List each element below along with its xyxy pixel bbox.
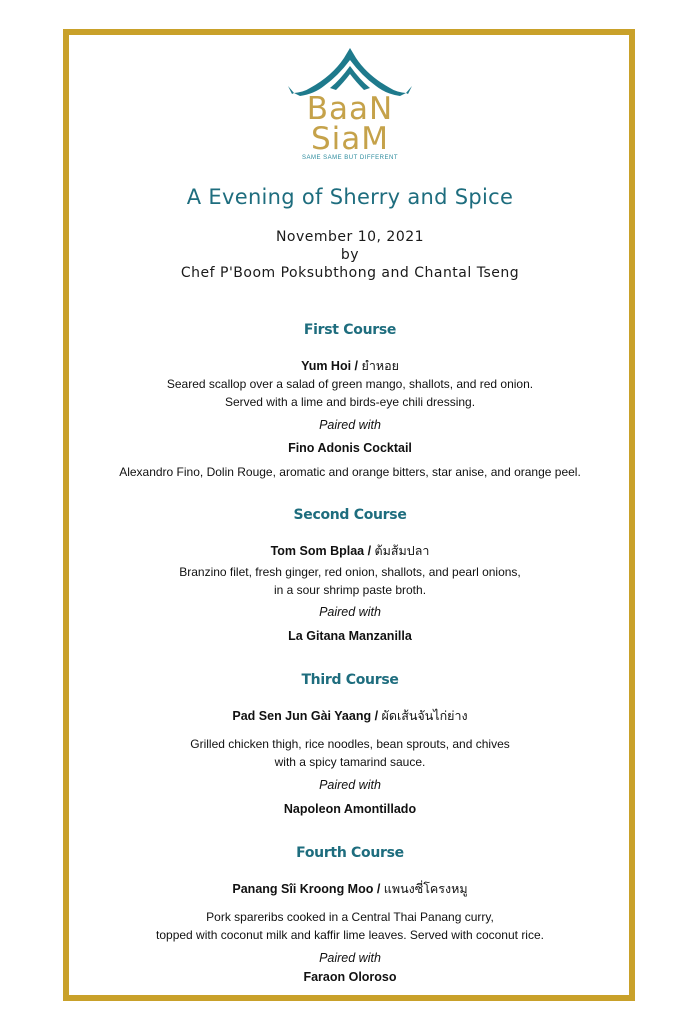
drink-name: Faraon Oloroso <box>303 970 397 984</box>
dish-description-line: Pork spareribs cooked in a Central Thai Panang curry, <box>206 910 494 924</box>
event-title: A Evening of Sherry and Spice <box>186 185 514 209</box>
dish-name-english: Tom Som Bplaa <box>270 544 365 558</box>
dish-name-thai: ยำหอย <box>361 359 399 373</box>
dish-description-line: Seared scallop over a salad of green mango, shallots, and red onion. <box>166 377 534 391</box>
drink-name: Fino Adonis Cocktail <box>288 441 412 455</box>
dish-description-line: Branzino filet, fresh ginger, red onion, shallots, and pearl onions, <box>179 565 521 579</box>
event-date: November 10, 2021 <box>275 229 425 245</box>
baan-siam-logo <box>280 46 420 166</box>
dish-name-thai: แพนงซี่โครงหมู <box>383 882 468 896</box>
event-by: by <box>340 247 360 263</box>
logo-word-siam: SiaM <box>310 121 390 157</box>
dish-name: Tom Som Bplaa / ต้มส้มปลา <box>270 544 430 558</box>
drink-name: Napoleon Amontillado <box>283 802 417 816</box>
dish-description-line: Grilled chicken thigh, rice noodles, bean sprouts, and chives <box>190 737 510 751</box>
logo-word-baan: BaaN <box>306 91 394 127</box>
paired-with-label: Paired with <box>319 951 381 965</box>
dish-name: Pad Sen Jun Gài Yaang / ผัดเส้นจันไก่ย่าง <box>232 709 468 723</box>
dish-name-thai: ต้มส้มปลา <box>374 544 430 558</box>
dish-name-english: Panang Sîi Kroong Moo <box>232 882 374 896</box>
thai-roof-icon <box>280 46 420 96</box>
paired-with-label: Paired with <box>319 418 381 432</box>
course-title: First Course <box>303 322 397 338</box>
drink-description: Alexandro Fino, Dolin Rouge, aromatic and orange bitters, star anise, and orange peel. <box>119 465 581 479</box>
dish-name: Yum Hoi / ยำหอย <box>301 359 399 373</box>
dish-description-line: topped with coconut milk and kaffir lime leaves. Served with coconut rice. <box>156 928 544 942</box>
dish-name-thai: ผัดเส้นจันไก่ย่าง <box>381 709 468 723</box>
dish-description-line: in a sour shrimp paste broth. <box>273 583 427 597</box>
dish-description-line: Served with a lime and birds-eye chili dressing. <box>224 395 476 409</box>
dish-name-english: Yum Hoi <box>301 359 352 373</box>
dish-description-line: with a spicy tamarind sauce. <box>274 755 426 769</box>
paired-with-label: Paired with <box>319 778 381 792</box>
logo-tagline: SAME SAME BUT DIFFERENT <box>301 155 399 161</box>
paired-with-label: Paired with <box>319 605 381 619</box>
event-hosts: Chef P'Boom Poksubthong and Chantal Tseng <box>180 265 520 281</box>
course-title: Fourth Course <box>296 845 404 861</box>
dish-name: Panang Sîi Kroong Moo / แพนงซี่โครงหมู <box>232 882 468 896</box>
drink-name: La Gitana Manzanilla <box>288 629 412 643</box>
course-title: Second Course <box>293 507 407 523</box>
course-title: Third Course <box>301 672 399 688</box>
dish-name-english: Pad Sen Jun Gài Yaang <box>232 709 372 723</box>
